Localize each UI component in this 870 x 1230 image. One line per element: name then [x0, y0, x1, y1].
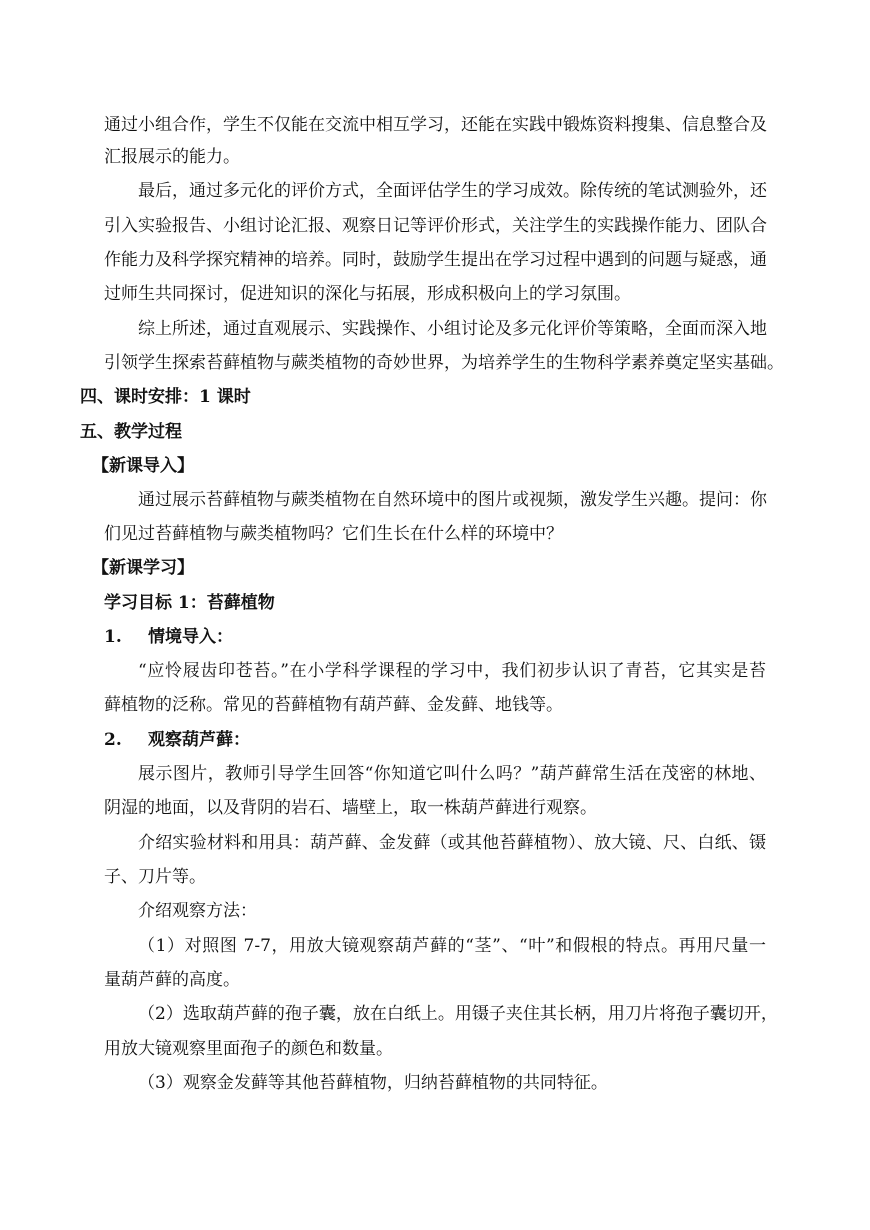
step-line: （1）对照图 7-7，用放大镜观察葫芦藓的“茎”、“叶”和假根的特点。再用尺量一	[138, 936, 766, 956]
paragraph-line: 作能力及科学探究精神的培养。同时，鼓励学生提出在学习过程中遇到的问题与疑惑，通	[104, 250, 767, 270]
paragraph-line: 介绍观察方法：	[138, 901, 257, 921]
paragraph-line: “应怜屐齿印苍苔。”在小学科学课程的学习中，我们初步认识了青苔，它其实是苔	[138, 661, 766, 681]
item-number: 1.	[104, 627, 122, 647]
step-line: （3）观察金发藓等其他苔藓植物，归纳苔藓植物的共同特征。	[138, 1073, 608, 1093]
item-title: 情境导入：	[148, 627, 233, 647]
paragraph-line: 引领学生探索苔藓植物与蕨类植物的奇妙世界，为培养学生的生物科学素养奠定坚实基础。	[104, 353, 784, 373]
step-line: 用放大镜观察里面孢子的颜色和数量。	[104, 1039, 393, 1059]
paragraph-line: 汇报展示的能力。	[104, 147, 240, 167]
paragraph-line: 阴湿的地面，以及背阴的岩石、墙壁上，取一株葫芦藓进行观察。	[104, 798, 597, 818]
section-heading-schedule: 四、课时安排：1 课时	[80, 387, 251, 407]
learning-goal: 学习目标 1：苔藓植物	[104, 593, 275, 613]
item-title: 观察葫芦藓：	[148, 730, 250, 750]
paragraph-line: 引入实验报告、小组讨论汇报、观察日记等评价形式，关注学生的实践操作能力、团队合	[104, 216, 767, 236]
paragraph-line: 通过小组合作，学生不仅能在交流中相互学习，还能在实践中锻炼资料搜集、信息整合及	[104, 115, 767, 135]
subheading-intro: 【新课导入】	[92, 456, 194, 476]
paragraph-line: 综上所述，通过直观展示、实践操作、小组讨论及多元化评价等策略，全面而深入地	[138, 319, 767, 339]
item-number: 2.	[104, 730, 122, 750]
step-line: （2）选取葫芦藓的孢子囊，放在白纸上。用镊子夹住其长柄，用刀片将孢子囊切开，	[138, 1004, 778, 1024]
paragraph-line: 展示图片，教师引导学生回答“你知道它叫什么吗？”葫芦藓常生活在茂密的林地、	[138, 764, 766, 784]
section-heading-process: 五、教学过程	[80, 422, 182, 442]
step-line: 量葫芦藓的高度。	[104, 970, 240, 990]
paragraph-line: 们见过苔藓植物与蕨类植物吗？它们生长在什么样的环境中？	[104, 524, 563, 544]
paragraph-line: 藓植物的泛称。常见的苔藓植物有葫芦藓、金发藓、地钱等。	[104, 695, 563, 715]
paragraph-line: 介绍实验材料和用具：葫芦藓、金发藓（或其他苔藓植物）、放大镜、尺、白纸、镊	[138, 833, 766, 853]
subheading-study: 【新课学习】	[92, 558, 194, 578]
paragraph-line: 最后，通过多元化的评价方式，全面评估学生的学习成效。除传统的笔试测验外，还	[138, 181, 767, 201]
paragraph-line: 通过展示苔藓植物与蕨类植物在自然环境中的图片或视频，激发学生兴趣。提问：你	[138, 490, 767, 510]
paragraph-line: 过师生共同探讨，促进知识的深化与拓展，形成积极向上的学习氛围。	[104, 284, 631, 304]
paragraph-line: 子、刀片等。	[104, 867, 206, 887]
